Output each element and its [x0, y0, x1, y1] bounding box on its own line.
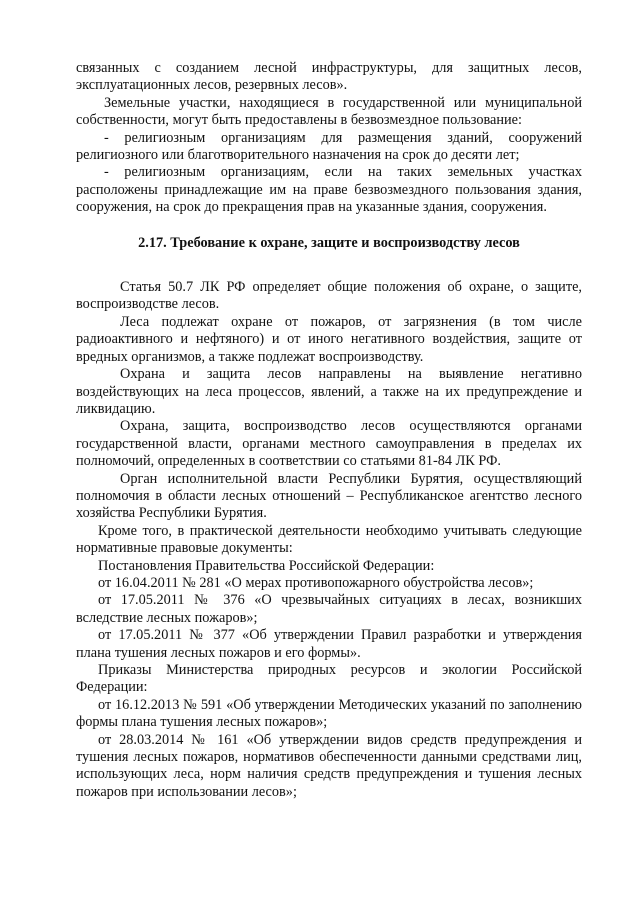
list-item: от 17.05.2011 № 377 «Об утверждении Правил разработки и утверждения плана тушения лесных пожаров и его формы». [76, 627, 582, 661]
list-item: от 28.03.2014 № 161 «Об утверждении видов средств предупреждения и тушения лесных пожаров, нормативов обеспеченности данными средствами лиц, использующих леса, норм наличия средств предупреждения и тушения лесных пожаров при использовании лесов»; [76, 731, 582, 800]
paragraph: Приказы Министерства природных ресурсов и экологии Российской Федерации: [76, 662, 582, 696]
paragraph: Кроме того, в практической деятельности необходимо учитывать следующие нормативные правовые документы: [76, 522, 582, 557]
list-item: - религиозным организациям, если на таких земельных участках расположены принадлежащие им на праве безвозмездного пользования здания, сооружения, на срок до прекращения прав на указанные здания, сооружения. [76, 164, 582, 216]
paragraph: Охрана, защита, воспроизводство лесов осуществляются органами государственной власти, органами местного самоуправления в пределах их полномочий, определенных в соответствии со статьями 81-84 ЛК РФ. [76, 418, 582, 470]
document-page [76, 60, 582, 801]
paragraph: связанных с созданием лесной инфраструктуры, для защитных лесов, эксплуатационных лесов, резервных лесов». [76, 60, 582, 94]
list-item: от 16.12.2013 № 591 «Об утверждении Методических указаний по заполнению формы плана тушения лесных пожаров»; [76, 696, 582, 731]
section-heading: 2.17. Требование к охране, защите и воспроизводству лесов [138, 234, 520, 251]
paragraph: Охрана и защита лесов направлены на выявление негативно воздействующих на леса процессов, явлений, а также на их предупреждение и ликвидацию. [76, 366, 582, 417]
paragraph: Земельные участки, находящиеся в государственной или муниципальной собственности, могут быть предоставлены в безвозмездное пользование: [76, 94, 582, 129]
list-item: - религиозным организациям для размещения зданий, сооружений религиозного или благотворительного назначения на срок до десяти лет; [76, 129, 582, 164]
paragraph: Постановления Правительства Российской Федерации: [98, 557, 435, 574]
list-item: от 17.05.2011 № 376 «О чрезвычайных ситуациях в лесах, возникших вследствие лесных пожаров»; [76, 592, 582, 626]
paragraph: Статья 50.7 ЛК РФ определяет общие положения об охране, о защите, воспроизводстве лесов. [76, 279, 582, 313]
paragraph: Орган исполнительной власти Республики Бурятия, осуществляющий полномочия в области лесных отношений – Республиканское агентство лесного хозяйства Республики Бурятия. [76, 470, 582, 522]
paragraph: Леса подлежат охране от пожаров, от загрязнения (в том числе радиоактивного и нефтяного) и от иного негативного воздействия, защите от вредных организмов, а также подлежат воспроизводству. [76, 313, 582, 365]
list-item: от 16.04.2011 № 281 «О мерах противопожарного обустройства лесов»; [98, 574, 534, 591]
